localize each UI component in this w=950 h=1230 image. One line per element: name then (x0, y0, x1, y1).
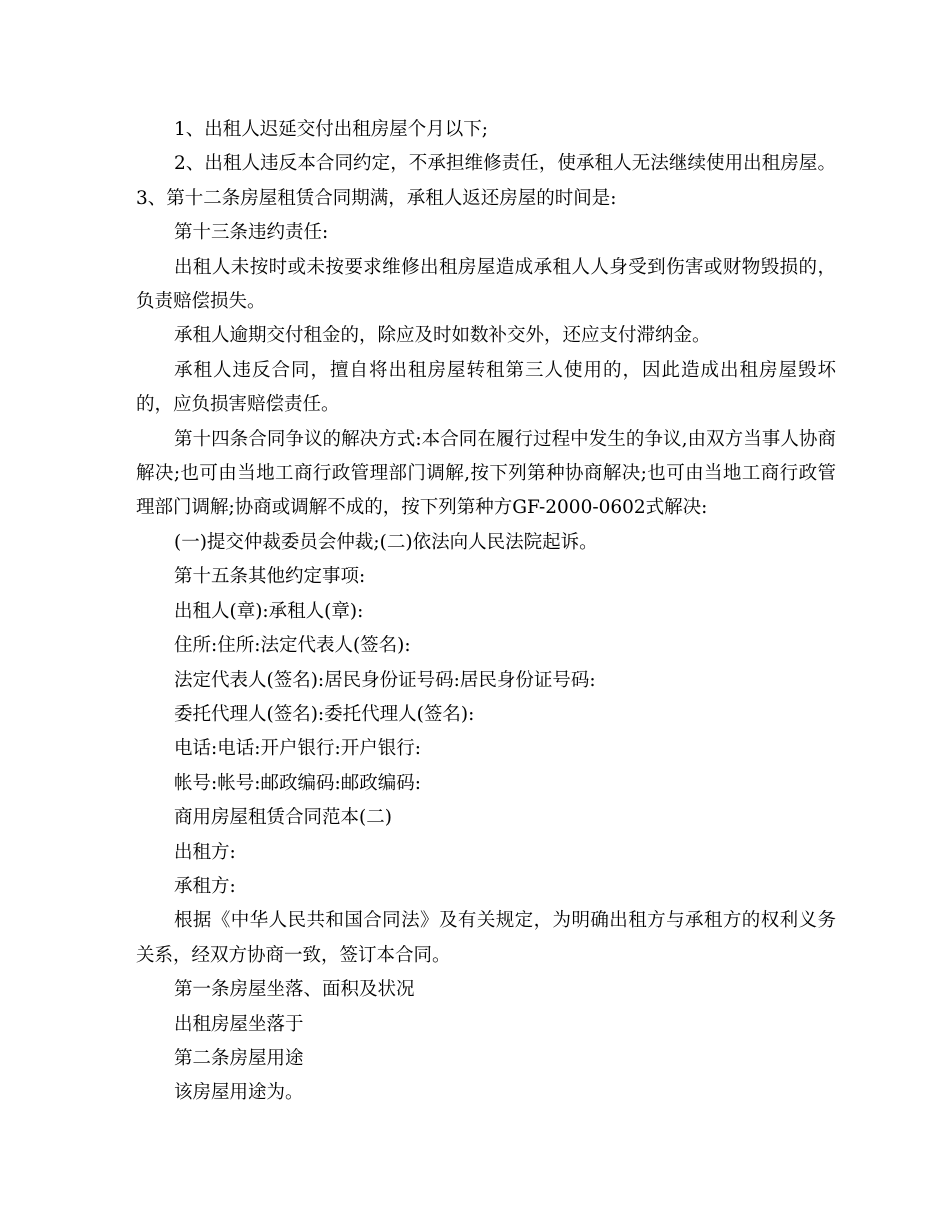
paragraph-late-rent: 承租人逾期交付租金的，除应及时如数补交外，还应支付滞纳金。 (174, 325, 711, 347)
signature-phone-bank-line: 电话:电话:开户银行:开户银行: (174, 738, 421, 760)
paragraph-preamble: 根据《中华人民共和国合同法》及有关规定，为明确出租方与承租方的权利义务关系，经双方协商一致，签订本合同。 (136, 910, 836, 966)
paragraph-property-use: 该房屋用途为。 (174, 1082, 304, 1104)
heading-article-2: 第二条房屋用途 (174, 1047, 304, 1069)
signature-id-line: 法定代表人(签名):居民身份证号码:居民身份证号码: (174, 669, 596, 691)
document-body (136, 113, 836, 1111)
heading-article-1: 第一条房屋坐落、面积及状况 (174, 979, 415, 1001)
paragraph-property-location: 出租房屋坐落于 (174, 1013, 304, 1035)
contract-template-title: 商用房屋租赁合同范本(二) (174, 807, 392, 829)
heading-article-15: 第十五条其他约定事项: (174, 566, 366, 588)
signature-agent-line: 委托代理人(签名):委托代理人(签名): (174, 703, 475, 725)
signature-address-line: 住所:住所:法定代表人(签名): (174, 635, 411, 657)
lessor-field: 出租方: (174, 841, 236, 863)
signature-parties-line: 出租人(章):承租人(章): (174, 600, 364, 622)
heading-article-13: 第十三条违约责任: (174, 222, 329, 244)
paragraph-delay-delivery: 1、出租人迟延交付出租房屋个月以下; (174, 119, 489, 140)
paragraph-sublease-liability: 承租人违反合同，擅自将出租房屋转租第三人使用的，因此造成出租房屋毁坏的，应负损害赔偿责任。 (136, 359, 836, 416)
paragraph-breach-maintenance: 2、出租人违反本合同约定，不承担维修责任，使承租人无法继续使用出租房屋。3、第十二条房屋租赁合同期满，承租人返还房屋的时间是: (136, 153, 836, 209)
signature-account-postcode-line: 帐号:帐号:邮政编码:邮政编码: (174, 772, 421, 794)
paragraph-lessor-liability: 出租人未按时或未按要求维修出租房屋造成承租人人身受到伤害或财物毁损的，负责赔偿损失。 (136, 256, 836, 313)
paragraph-arbitration-options: (一)提交仲裁委员会仲裁;(二)依法向人民法院起诉。 (174, 531, 598, 553)
paragraph-article-14-disputes: 第十四条合同争议的解决方式:本合同在履行过程中发生的争议,由双方当事人协商解决;也可由当地工商行政管理部门调解,按下列第种协商解决;也可由当地工商行政管理部门调解;协商或调解不成的，按下列第种方GF-2000-0602式解决: (136, 428, 836, 519)
lessee-field: 承租方: (174, 875, 236, 897)
